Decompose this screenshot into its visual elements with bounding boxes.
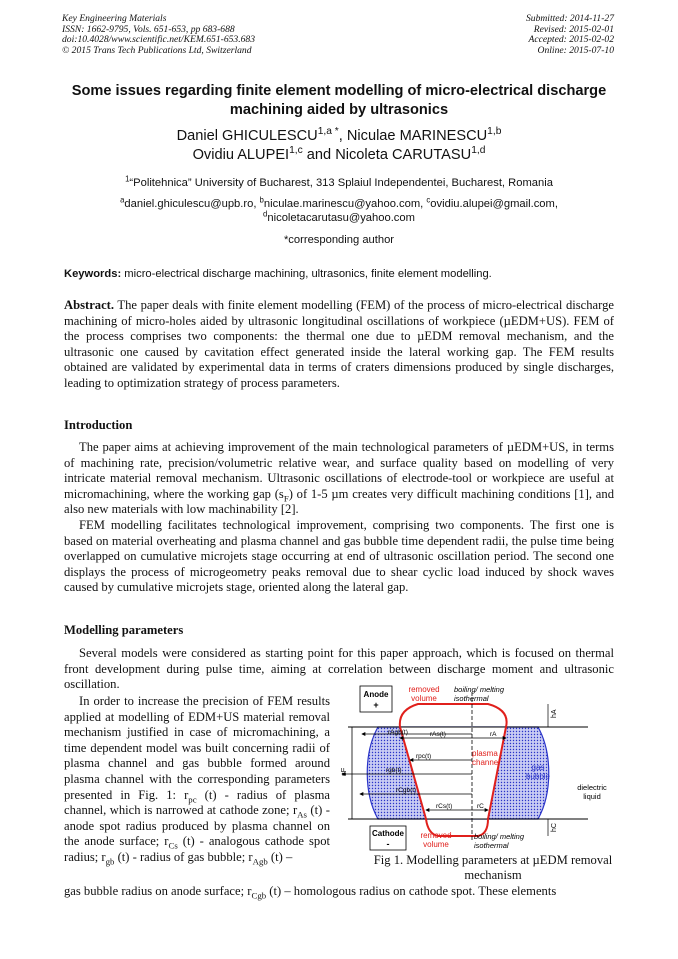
dielectric-label-1: dielectric [577,783,607,792]
anode-sign: + [373,700,379,710]
modelling-p1-text: Several models were considered as starting point for this paper approach, which is focused on thermal front development during pulse time, aiming at correlation between discharge moment and ultrasonic oscillation. [64,646,614,692]
p2-d: (t) - analogous cathode spot radius; r [64,834,330,864]
sub-as: As [297,809,307,820]
sf-label: sF [339,767,348,776]
sub-gb: gb [105,856,115,867]
intro-p1-b: ) of 1-5 µm creates very difficult machining conditions [1], and also new materials with low machinability [2]. [64,486,614,517]
doi: doi:10.4028/www.scientific.net/KEM.651-653.683 [62,34,256,46]
ha-label: hA [551,709,558,718]
email-3-sup: c [426,195,431,205]
label-ragb: rAgb(t) [388,729,408,736]
p3-a: gas bubble radius on anode surface; r [64,884,252,898]
revised-date: Revised: 2015-02-01 [533,23,614,35]
plasma-label-1: plasma [472,749,498,758]
copyright: © 2015 Trans Tech Publications Ltd, Switzerland [62,44,252,56]
intro-p1-a: The paper aims at achieving improvement of the main technological parameters of µEDM+US, in terms of machining rate, precision/volumetric relative wear, and surface quality based on modelling of very intricate material removal mechanism. Ultrasonic oscillations of electrode-tool or workpiece are useful at micromachining, where the working gap (s [64,440,614,501]
sub-cgb: Cgb [251,890,267,901]
abstract-text: The paper deals with finite element modelling (FEM) of the process of micro-electrical discharge machining of micro-holes aided by ultrasonic longitudinal oscillations of workpiece (µEDM+US). FEM of the process comprises two components: the thermal one due to µEDM removal mechanism, and the ultrasonic one caused by cavitation effect generated inside the lateral working gap. The FEM results obtained are validated by experimental data in terms of craters dimensions produced by single discharges, leading to optimization strategy of process parameters. [64,298,614,390]
boiling-bottom-label-2: isothermal [474,841,509,850]
author-1-sup: 1,a * [317,126,339,138]
intro-p1-sub: F [283,493,289,504]
online-date: Online: 2015-07-10 [537,44,614,56]
label-rc: rC [477,803,484,810]
label-rgb: rgb(t) [386,767,402,774]
section-heading-modelling: Modelling parameters [64,623,184,637]
email-3: ovidiu.alupei@gmail.com, [430,198,558,210]
p2-c: (t) - anode spot radius produced by plasma channel on the anode surface; r [64,803,330,849]
modelling-paragraph-2-continued [64,884,616,900]
keywords-text: micro-electrical discharge machining, ultrasonics, finite element modelling. [121,268,492,280]
dates-info [526,14,614,56]
email-1-sup: a [120,195,125,205]
author-4: and Nicoleta CARUTASU [302,147,472,163]
corresponding-note: *corresponding author [283,234,395,246]
p2-a: In order to increase the precision of FEM results applied at modelling of EDM+US material removal mechanism justified in case of micromachining, a time dependent model was built concerning radii of plasma channel and gas bubble formed around plasma channel with the corresponding parameters presented in Fig. 1: r [64,694,330,802]
cathode-label: Cathode [372,829,404,838]
intro-paragraph-1 [64,440,614,518]
label-rcs: rCs(t) [436,803,453,810]
email-1: daniel.ghiculescu@upb.ro, [124,198,260,210]
journal-info [62,14,255,56]
intro-paragraph-2: FEM modelling facilitates technological improvement, comprising two components. The first one is based on material overheating and plasma channel and gas bubble time dependent radii, the pulse time being overlapped on cumulative microjets stage occurring at end of ultrasonic oscillation period. The second one displays the process of microgeometry peaks removal due to shear cyclic load induced by shock waves caused by cumulative microjets stage, oriented along the lateral gap. [64,517,614,595]
boiling-bottom-label-1: boiling/ melting [474,832,525,841]
p2-e: (t) - radius of gas bubble; r [114,849,253,864]
gas-bubble-label-1: gas [531,763,545,772]
email-2-sup: b [259,195,264,205]
cathode-sign: - [386,839,390,849]
figure-1-caption: Fig 1. Modelling parameters at µEDM removal mechanism [373,853,613,882]
p2-b: (t) - radius of plasma channel, which is narrowed at cathode zone; r [64,787,330,818]
hc-label: hC [551,823,558,832]
introduction-body [64,440,614,596]
email-2: niculae.marinescu@yahoo.com, [263,198,427,210]
affiliation [60,176,618,190]
section-heading-introduction: Introduction [64,418,133,432]
plasma-label-2: channel [472,758,501,767]
issn: ISSN: 1662-9795, Vols. 651-653, pp 683-688 [62,23,235,35]
author-2-sup: 1,b [487,126,502,138]
removed-volume-top-label-2: volume [411,694,437,703]
figure-1-diagram [338,682,618,852]
email-4-sup: d [263,209,268,219]
removed-volume-top-label-1: removed [408,685,440,694]
removed-volume-bottom-label-1: removed [420,831,452,840]
authors [60,127,618,165]
label-rpc: rpc(t) [416,753,432,760]
label-ra: rA [490,731,497,738]
sub-agb: Agb [252,856,268,867]
removed-volume-bottom-label-2: volume [423,840,449,849]
author-4-sup: 1,d [471,145,486,157]
keywords-label: Keywords: [64,268,122,280]
modelling-paragraph-2 [64,694,330,866]
boiling-top-label-2: isothermal [454,694,489,703]
removed-volume-top [400,704,507,727]
email-4: nicoletacarutasu@yahoo.com [267,212,415,224]
author-3-sup: 1,c [289,145,303,157]
paper-title: Some issues regarding finite element modelling of micro-electrical discharge machining aided by ultrasonics [71,83,607,118]
dielectric-label-2: liquid [583,792,601,801]
sub-cs: Cs [168,840,178,851]
anode-label: Anode [363,690,389,699]
boiling-top-label-1: boiling/ melting [454,685,505,694]
author-3: Ovidiu ALUPEI [192,147,290,163]
p2-f: (t) – [267,849,293,864]
accepted-date: Accepted: 2015-02-02 [528,34,614,46]
abstract-label: Abstract. [64,298,115,312]
gas-bubble-label-2: bubble [525,772,551,781]
affiliation-sup: 1 [125,174,130,184]
submitted-date: Submitted: 2014-11-27 [525,13,614,24]
author-2: , Niculae MARINESCU [338,128,488,144]
affiliation-text: “Politehnica” University of Bucharest, 313 Splaiul Independentei, Bucharest, Romania [129,177,553,189]
author-1: Daniel GHICULESCU [176,128,318,144]
sub-pc: pc [188,794,197,805]
label-rcgb: rCgb(t) [396,787,417,794]
abstract [64,298,614,392]
journal-name: Key Engineering Materials [62,13,167,24]
label-ras: rAs(t) [430,731,446,738]
emails [60,197,618,225]
p3-b: (t) – homologous radius on cathode spot. These elements [266,884,557,898]
keywords [64,268,616,280]
